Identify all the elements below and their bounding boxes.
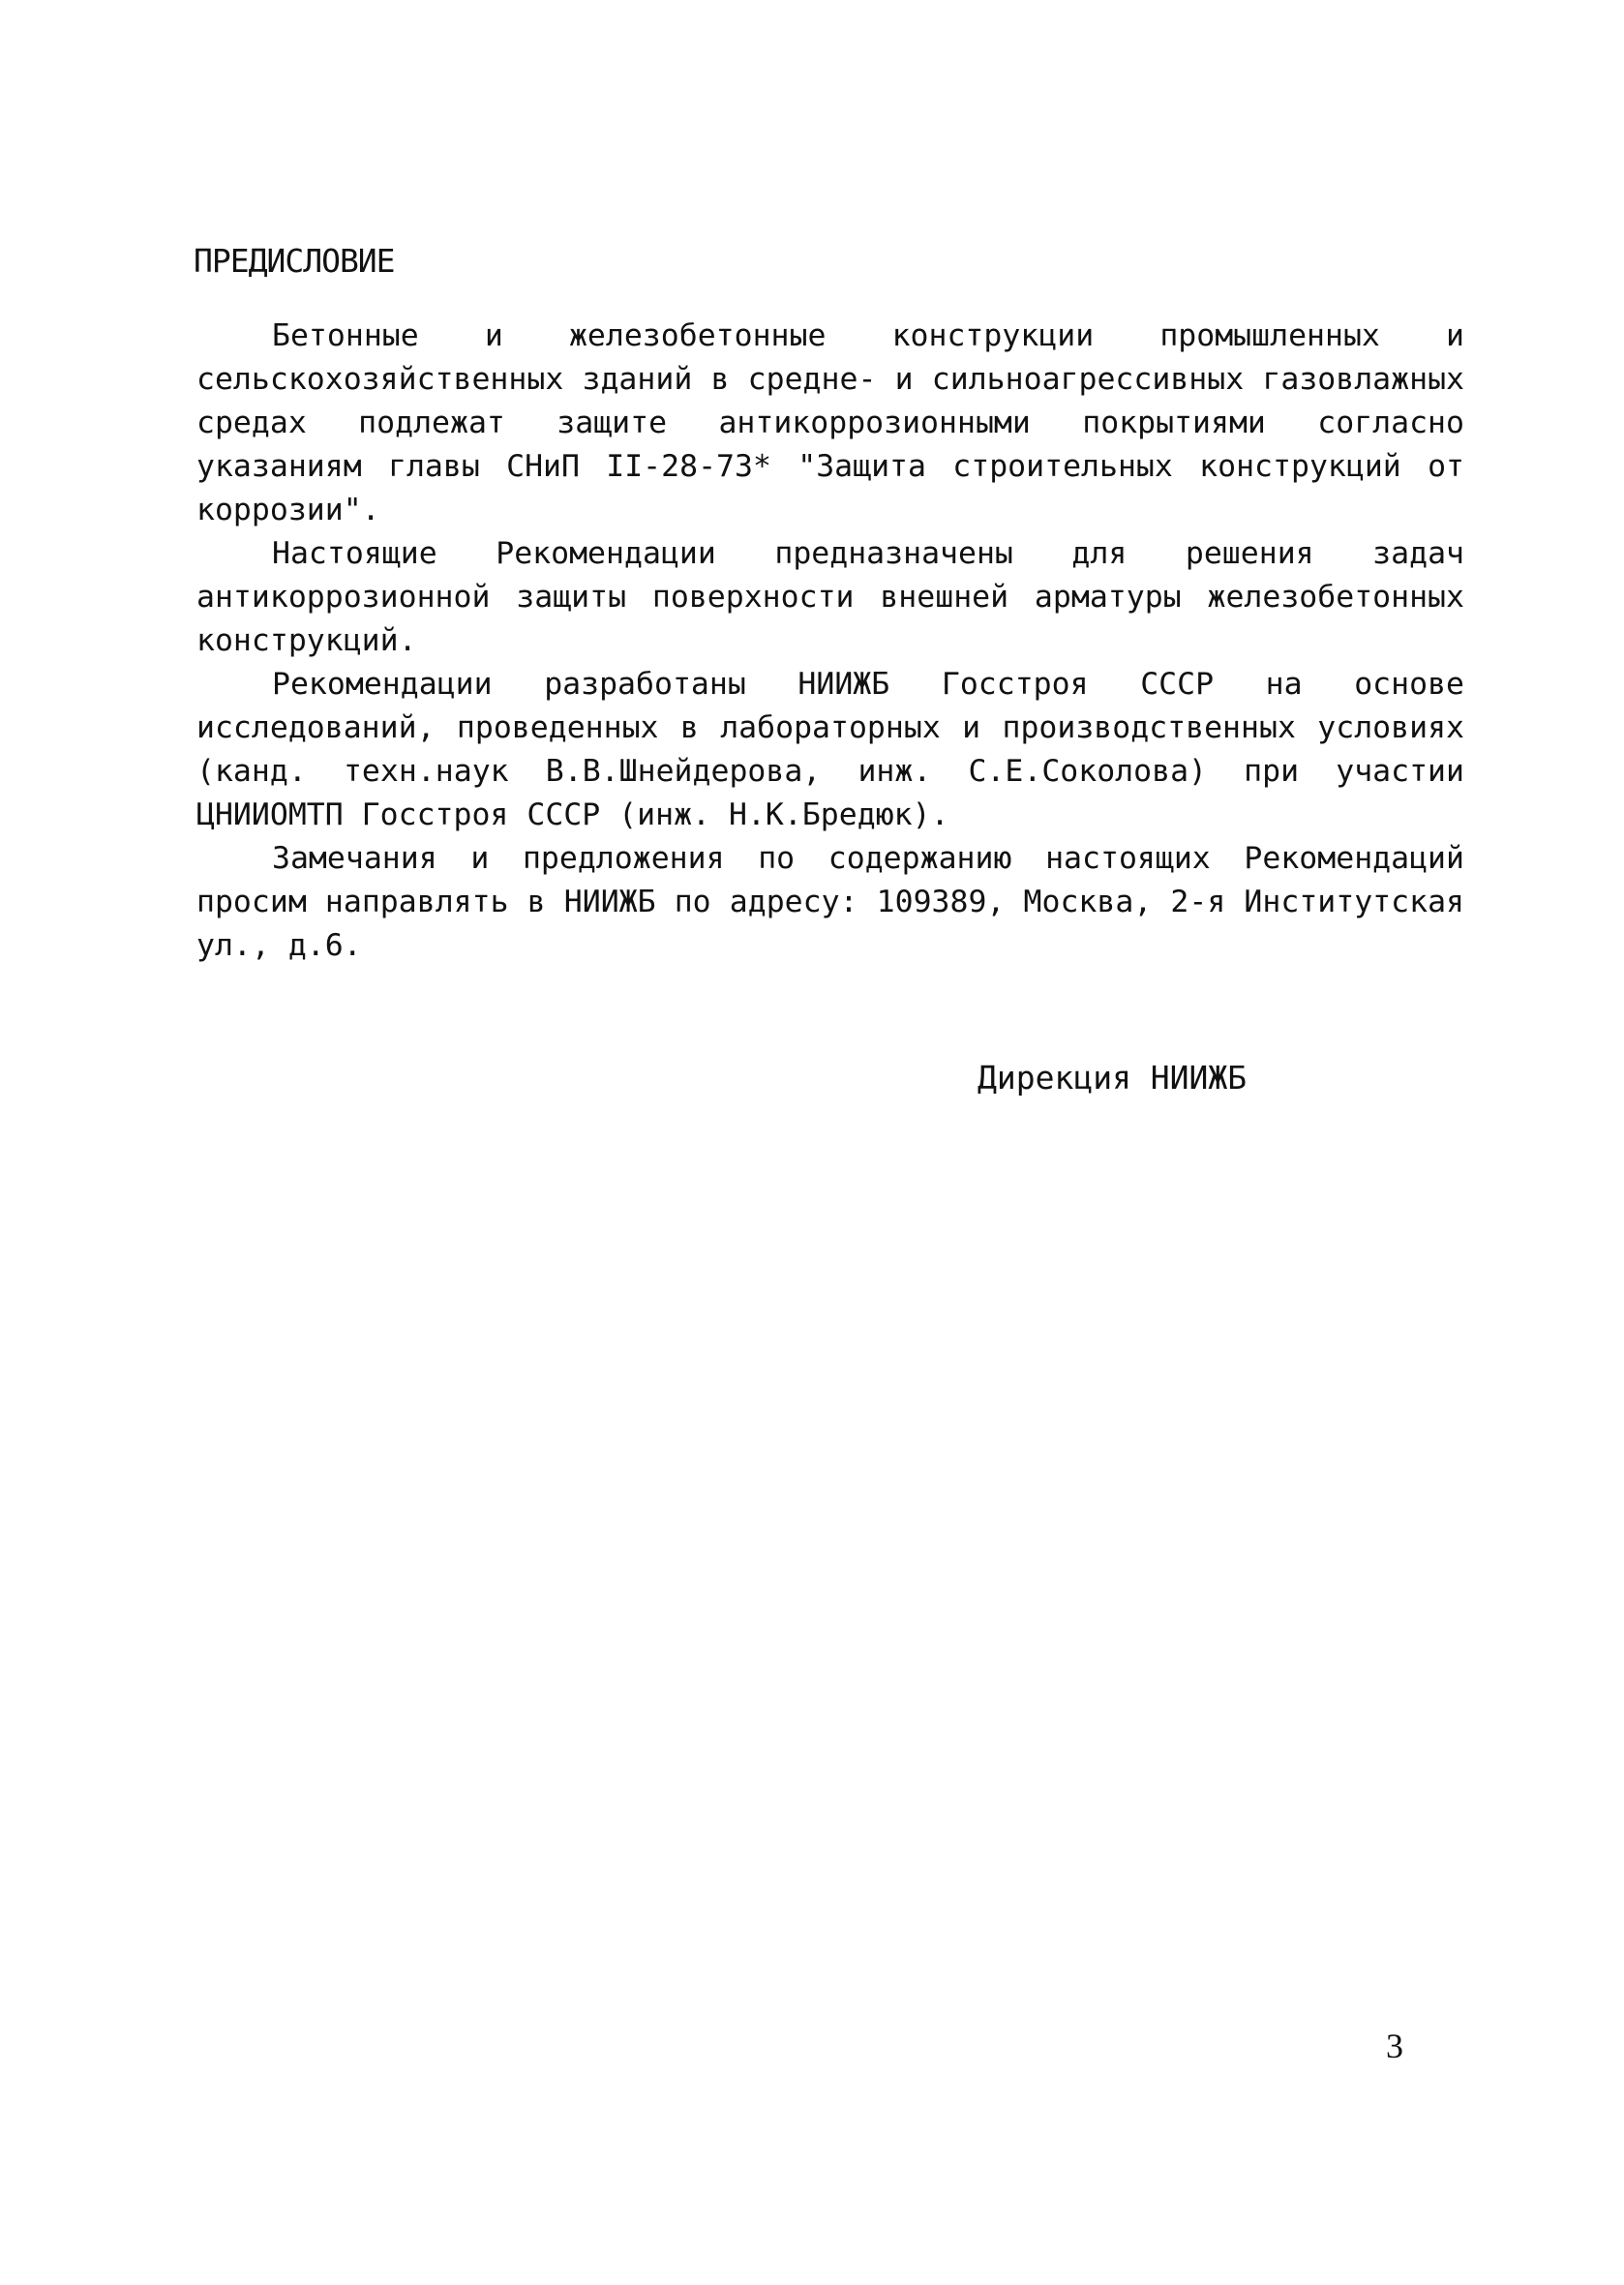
page-number: 3 bbox=[1386, 2027, 1403, 2065]
paragraph-protection-requirement: Бетонные и железобетонные конструкции промышленных и сельскохозяйственных зданий в средне- и сильноагрессивных газовлажных средах подлежат защите антикоррозионными покрытиями согласно указаниям главы СНиП II-28-73* "Защита строительных конструкций от коррозии". bbox=[196, 318, 1464, 527]
signature: Дирекция НИИЖБ bbox=[977, 1059, 1248, 1097]
paragraph-authors: Рекомендации разработаны НИИЖБ Госстроя СССР на основе исследований, проведенных в лабораторных и производственных условиях (канд. техн.наук В.В.Шнейдерова, инж. С.Е.Соколова) при участии ЦНИИОМТП Госстроя СССР (инж. Н.К.Бредюк). bbox=[196, 667, 1464, 832]
paragraph-feedback-address: Замечания и предложения по содержанию настоящих Рекомендаций просим направлять в НИИЖБ по адресу: 109389, Москва, 2-я Институтская ул., д.6. bbox=[196, 841, 1464, 963]
page-title: ПРЕДИСЛОВИЕ bbox=[194, 242, 395, 280]
preface-body bbox=[196, 315, 1464, 968]
paragraph-purpose: Настоящие Рекомендации предназначены для решения задач антикоррозионной защиты поверхности внешней арматуры железобетонных конструкций. bbox=[196, 536, 1464, 658]
